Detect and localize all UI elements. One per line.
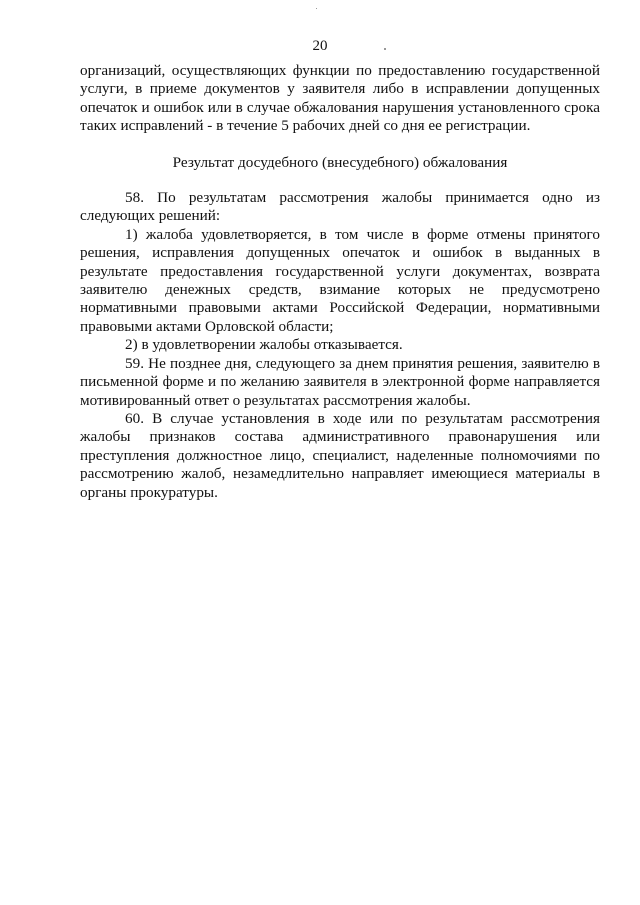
paragraph-60: 60. В случае установления в ходе или по результатам рассмотрения жалобы признаков состава административного правонарушения или преступления должностное лицо, специалист, наделенные полномочиями по рассмотрению жалоб, незамедлительно направляет имеющиеся материалы в органы прокуратуры. (80, 409, 600, 501)
scan-artifact (384, 48, 386, 50)
paragraph-58-item-1: 1) жалоба удовлетворяется, в том числе в форме отмены принятого решения, исправления допущенных опечаток и ошибок в выданных в результате предоставления государственной услуги документах, возврата заявителю денежных средств, взимание которых не предусмотрено нормативными правовыми актами Российской Федерации, нормативными правовыми актами Орловской области; (80, 225, 600, 335)
scan-artifact (316, 8, 317, 9)
paragraph-58-item-2: 2) в удовлетворении жалобы отказывается. (125, 336, 403, 354)
page-number: 20 (312, 38, 328, 54)
document-body (80, 62, 600, 502)
paragraph-59: 59. Не позднее дня, следующего за днем принятия решения, заявителю в письменной форме и по желанию заявителя в электронной форме направляется мотивированный ответ о результатах рассмотрения жалобы. (80, 354, 600, 409)
section-heading: Результат досудебного (внесудебного) обжалования (172, 153, 508, 171)
paragraph-intro: организаций, осуществляющих функции по предоставлению государственной услуги, в приеме документов у заявителя либо в исправлении допущенных опечаток и ошибок или в случае обжалования нарушения установленного срока таких исправлений - в течение 5 рабочих дней со дня ее регистрации. (80, 62, 600, 135)
paragraph-58: 58. По результатам рассмотрения жалобы принимается одно из следующих решений: (80, 189, 600, 225)
